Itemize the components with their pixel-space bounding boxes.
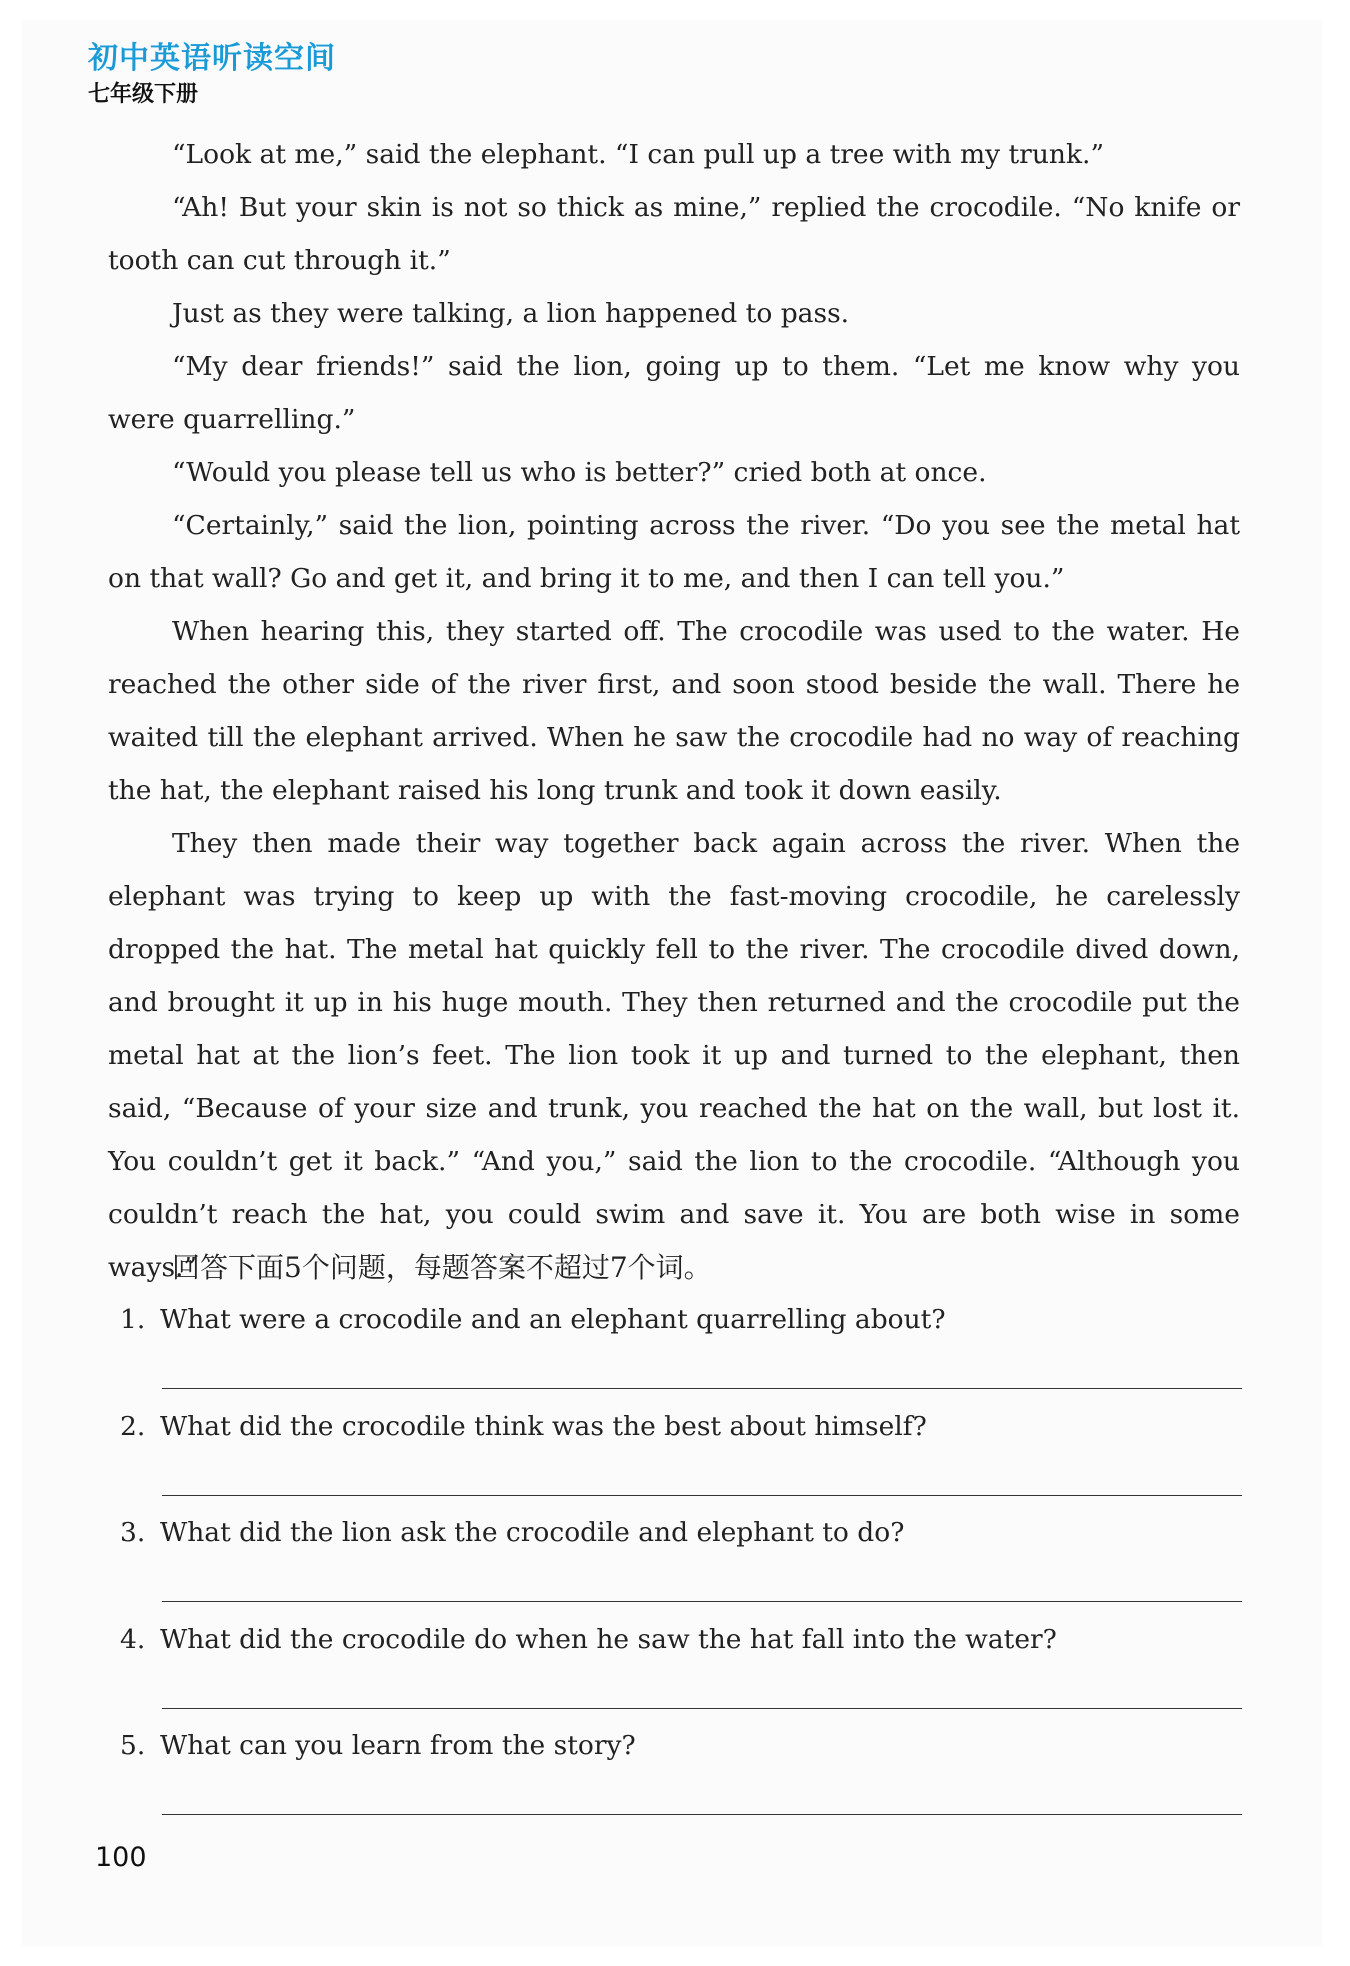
- question-number: 4.: [120, 1623, 146, 1655]
- page-header: [88, 40, 336, 110]
- question-text: What did the lion ask the crocodile and elephant to do?: [160, 1517, 905, 1548]
- answer-line[interactable]: [162, 1601, 1242, 1602]
- answer-line[interactable]: [162, 1708, 1242, 1709]
- question-number: 2.: [120, 1410, 146, 1442]
- grade-label: 七年级下册: [88, 82, 199, 107]
- answer-line[interactable]: [162, 1814, 1242, 1815]
- question-item: [120, 1511, 1242, 1618]
- question-text: What did the crocodile think was the best about himself?: [160, 1410, 927, 1442]
- passage-paragraph: “Certainly,” said the lion, pointing across the river. “Do you see the metal hat on that wall? Go and get it, and bring it to me, and then I can tell you.”: [108, 510, 1240, 594]
- question-item: [120, 1724, 1242, 1831]
- question-number: 5.: [120, 1730, 146, 1761]
- page-number: 100: [95, 1842, 147, 1873]
- passage-paragraph: “My dear friends!” said the lion, going up to them. “Let me know why you were quarrelling.”: [108, 351, 1240, 435]
- question-list: [120, 1298, 1242, 1831]
- passage-paragraph: Just as they were talking, a lion happened to pass.: [172, 298, 850, 329]
- question-item: [120, 1405, 1242, 1512]
- question-text: What did the crocodile do when he saw the hat fall into the water?: [160, 1623, 1057, 1655]
- question-item: [120, 1618, 1242, 1725]
- passage: [108, 128, 1240, 1294]
- passage-paragraph: They then made their way together back again across the river. When the elephant was trying to keep up with the fast-moving crocodile, he carelessly dropped the hat. The metal hat quickly fell to the river. The crocodile dived down, and brought it up in his huge mouth. They then returned and the crocodile put the metal hat at the lion’s feet. The lion took it up and turned to the elephant, then said, “Because of your size and trunk, you reached the hat on the wall, but lost it. You couldn’t get it back.” “And you,” said the lion to the crocodile. “Although you couldn’t reach the hat, you could swim and save it. You are both wise in some ways.”: [108, 828, 1240, 1283]
- question-text: What can you learn from the story?: [160, 1730, 636, 1761]
- passage-paragraph: “Look at me,” said the elephant. “I can pull up a tree with my trunk.”: [172, 139, 1104, 170]
- question-number: 1.: [120, 1304, 146, 1335]
- question-item: [120, 1298, 1242, 1405]
- question-instruction: 回答下面5个问题，每题答案不超过7个词。: [172, 1251, 712, 1284]
- passage-paragraph: When hearing this, they started off. The crocodile was used to the water. He reached the other side of the river first, and soon stood beside the wall. There he waited till the elephant arrived. When he saw the crocodile had no way of reaching the hat, the elephant raised his long trunk and took it down easily.: [108, 616, 1240, 806]
- book-title: 初中英语听读空间: [88, 41, 336, 76]
- question-number: 3.: [120, 1517, 146, 1548]
- passage-paragraph: “Ah! But your skin is not so thick as mine,” replied the crocodile. “No knife or tooth can cut through it.”: [108, 192, 1240, 276]
- passage-paragraph: “Would you please tell us who is better?” cried both at once.: [172, 457, 987, 488]
- question-text: What were a crocodile and an elephant quarrelling about?: [160, 1304, 946, 1335]
- answer-line[interactable]: [162, 1388, 1242, 1389]
- answer-line[interactable]: [162, 1495, 1242, 1496]
